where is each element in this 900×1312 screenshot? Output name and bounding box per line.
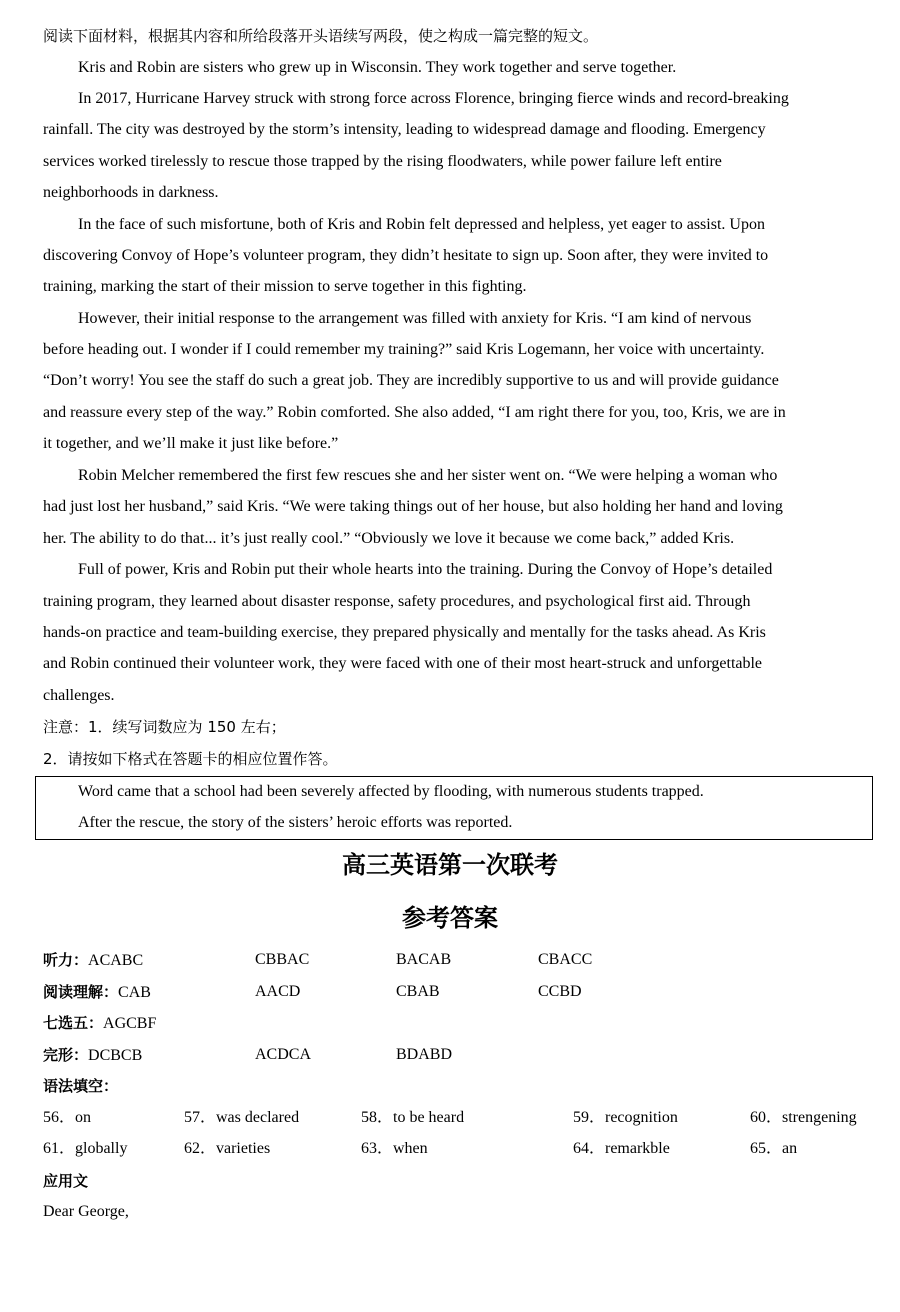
passage-line: hands-on practice and team-building exercise, they prepared physically and mentally for the tasks ahead. As Kris: [43, 624, 766, 641]
answer-group: BACAB: [396, 951, 452, 968]
exam-title: 高三英语第一次联考: [342, 850, 558, 879]
passage-line: it together, and we’ll make it just like before.”: [43, 435, 339, 452]
writing-label: 应用文: [43, 1172, 89, 1190]
grammar-answer: 61．globally: [43, 1140, 128, 1157]
passage-line: neighborhoods in darkness.: [43, 184, 219, 201]
cloze-label: 完形：: [43, 1046, 89, 1064]
box-opening-1: Word came that a school had been severely affected by flooding, with numerous students trapped.: [78, 783, 704, 800]
letter-greeting: Dear George,: [43, 1203, 129, 1220]
passage-line: rainfall. The city was destroyed by the storm’s intensity, leading to widespread damage and flooding. Emergency: [43, 121, 766, 138]
passage-line: training, marking the start of their mission to serve together in this fighting.: [43, 278, 527, 295]
box-opening-2: After the rescue, the story of the sisters’ heroic efforts was reported.: [78, 814, 513, 831]
passage-line: discovering Convoy of Hope’s volunteer program, they didn’t hesitate to sign up. Soon after, they were invited to: [43, 247, 769, 264]
passage-line: “Don’t worry! You see the staff do such a great job. They are incredibly supportive to us and will provide guidance: [43, 372, 779, 389]
answer-group: ACABC: [88, 952, 144, 969]
answer-group: CBAB: [396, 983, 440, 1000]
grammar-answer: 62．varieties: [184, 1140, 271, 1157]
note-format: 2．请按如下格式在答题卡的相应位置作答。: [43, 750, 338, 768]
passage-line: In 2017, Hurricane Harvey struck with strong force across Florence, bringing fierce winds and record-breaking: [78, 90, 789, 107]
answer-row-seven: [43, 1013, 156, 1034]
grammar-answer: 60．strengening: [750, 1109, 857, 1126]
answer-group: CBACC: [538, 951, 593, 968]
passage-line: before heading out. I wonder if I could remember my training?” said Kris Logemann, her voice with uncertainty.: [43, 341, 765, 358]
answer-row-listening: [43, 950, 143, 971]
passage-line: Full of power, Kris and Robin put their whole hearts into the training. During the Convoy of Hope’s detailed: [78, 561, 773, 578]
grammar-answer: 56．on: [43, 1109, 92, 1126]
answer-group: CAB: [118, 984, 151, 1001]
answer-group: CBBAC: [255, 951, 310, 968]
instructions: 阅读下面材料，根据其内容和所给段落开头语续写两段，使之构成一篇完整的短文。: [43, 27, 599, 45]
answer-group: BDABD: [396, 1046, 453, 1063]
answer-group: AGCBF: [103, 1015, 157, 1032]
answer-group: AACD: [255, 983, 301, 1000]
passage-line: her. The ability to do that... it’s just really cool.” “Obviously we love it because we come back,” added Kris.: [43, 530, 735, 547]
passage-line: Kris and Robin are sisters who grew up in Wisconsin. They work together and serve together.: [78, 59, 677, 76]
reading-label: 阅读理解：: [43, 983, 119, 1001]
passage-line: and reassure every step of the way.” Robin comforted. She also added, “I am right there for you, too, Kris, we are in: [43, 404, 786, 421]
answer-row-reading: [43, 982, 151, 1003]
seven-label: 七选五：: [43, 1014, 104, 1032]
passage-line: services worked tirelessly to rescue those trapped by the rising floodwaters, while power failure left entire: [43, 153, 722, 170]
grammar-answer: 63．when: [361, 1140, 428, 1157]
answer-row-cloze: [43, 1045, 142, 1066]
passage-line: training program, they learned about disaster response, safety procedures, and psychological first aid. Through: [43, 593, 751, 610]
answer-group: ACDCA: [255, 1046, 312, 1063]
passage-line: Robin Melcher remembered the first few rescues she and her sister went on. “We were helping a woman who: [78, 467, 778, 484]
listening-label: 听力：: [43, 951, 89, 969]
answer-group: DCBCB: [88, 1047, 143, 1064]
passage-line: However, their initial response to the arrangement was filled with anxiety for Kris. “I am kind of nervous: [78, 310, 752, 327]
grammar-answer: 58．to be heard: [361, 1109, 465, 1126]
grammar-answer: 64．remarkble: [573, 1140, 670, 1157]
note-word-count: 注意：1．续写词数应为 150 左右；: [43, 718, 286, 736]
grammar-answer: 65．an: [750, 1140, 798, 1157]
answer-title: 参考答案: [402, 903, 498, 932]
answer-group: CCBD: [538, 983, 582, 1000]
grammar-answer: 57．was declared: [184, 1109, 300, 1126]
passage-line: In the face of such misfortune, both of Kris and Robin felt depressed and helpless, yet eager to assist. Upon: [78, 216, 765, 233]
passage-line: challenges.: [43, 687, 115, 704]
grammar-answer: 59．recognition: [573, 1109, 678, 1126]
grammar-label: 语法填空：: [43, 1077, 119, 1095]
passage-line: had just lost her husband,” said Kris. “We were taking things out of her house, but also holding her hand and loving: [43, 498, 783, 515]
passage-line: and Robin continued their volunteer work, they were faced with one of their most heart-struck and unforgettable: [43, 655, 763, 672]
